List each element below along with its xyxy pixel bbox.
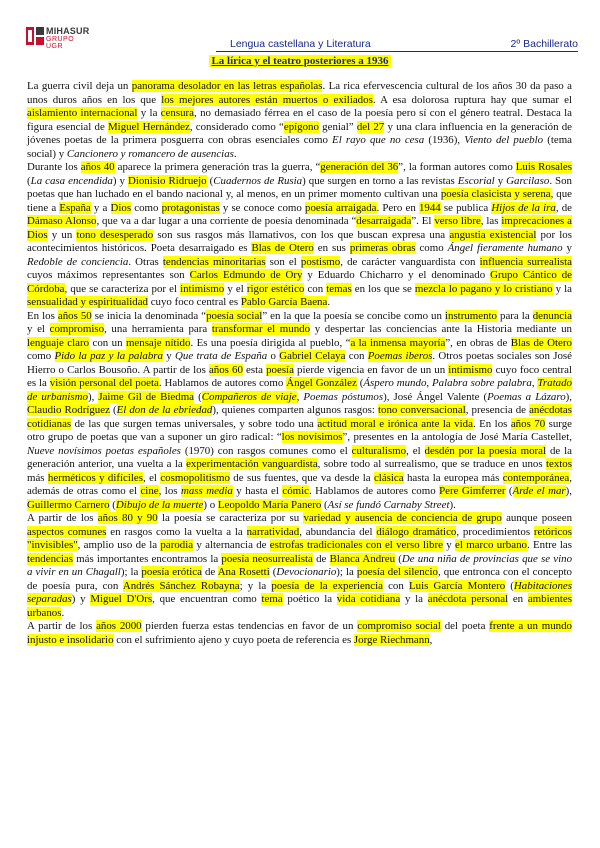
text-run: , los	[158, 485, 181, 497]
highlighted-text: tendencias	[27, 552, 73, 565]
highlighted-text: Jaime Gil de Biedma	[98, 390, 195, 403]
highlighted-text: años 80 y 90	[97, 512, 158, 524]
text-run: (	[269, 566, 277, 578]
text-run: Durante los	[27, 161, 81, 173]
text-run: ) y	[112, 174, 128, 187]
header-level: 2º Bachillerato	[510, 38, 578, 50]
text-run: (	[27, 174, 31, 187]
paragraph-3	[27, 310, 572, 513]
text-run: y	[162, 350, 176, 362]
text-run: ),	[565, 485, 573, 497]
highlighted-text: años 60	[208, 363, 243, 376]
text-run: para la	[497, 309, 533, 322]
text-run: aunque poseen	[501, 512, 573, 524]
title-container	[0, 51, 600, 69]
text-run: , que tiene a	[27, 188, 573, 214]
text-run: de las que surgen temas universales, y sobre todo una	[71, 417, 318, 430]
highlighted-text: parodia	[160, 539, 194, 551]
highlighted-text: panorama desolador en las letras españolas	[131, 80, 323, 92]
italic-title: Cuadernos de Rusia	[213, 174, 303, 187]
logo-name: MIHASUR	[46, 26, 90, 36]
text-run: A partir de los	[27, 620, 97, 632]
highlighted-text: Andrés Sánchez Robayna	[122, 579, 240, 592]
text-run: en los que se	[351, 282, 415, 295]
text-run: pierde vigencia en favor de un un	[293, 363, 449, 376]
text-run: y la	[400, 593, 428, 605]
highlighted-text: Leopoldo María Panero	[217, 498, 322, 511]
text-run: . La rica efervescencia cultural de los años 30 da paso a unos duros años en los que	[27, 80, 572, 106]
text-run: (	[206, 174, 214, 187]
text-run: (1970) con rasgos comunes como el	[180, 444, 352, 457]
text-run: ) o	[203, 498, 218, 511]
highlighted-text: rigor estético	[246, 282, 305, 295]
italic-title: El rayo que no cesa	[332, 134, 425, 146]
text-run: . Hablamos de autores como	[158, 377, 287, 389]
highlighted-text: Arde el mar	[512, 485, 566, 497]
highlighted-text: tono desesperado	[76, 228, 154, 241]
highlighted-text: poesía del silencio	[356, 566, 438, 578]
highlighted-text: Compañeros de viaje	[201, 390, 297, 403]
text-run: . Hablamos de autores como	[309, 485, 440, 497]
text-run: cuyo foco central es la	[27, 363, 572, 389]
text-run: La guerra civil deja un	[27, 80, 132, 92]
italic-title: De una niña de provincias que se vino a vivir en un Chagall	[27, 552, 573, 578]
highlighted-text: censura	[160, 107, 195, 119]
highlighted-text: tendencias minoritarias	[162, 255, 266, 268]
highlighted-text: Grupo Cántico de Córdoba	[27, 269, 572, 295]
highlighted-text: vida cotidiana	[336, 593, 401, 605]
text-run: en rasgos como la vuelta a la	[106, 525, 247, 538]
text-run: o	[267, 350, 280, 362]
text-run: ”. El	[411, 215, 435, 227]
highlighted-text: compromiso	[49, 323, 105, 335]
highlighted-text: Habitaciones separadas	[27, 579, 572, 605]
highlighted-text: protagonistas	[161, 201, 220, 214]
text-run: , que se caracteriza por el	[64, 282, 181, 295]
text-run: , que entronca con el concepto de poesía pura, con	[27, 566, 572, 592]
text-run: ),	[565, 390, 573, 403]
text-run: ); la	[120, 566, 142, 578]
highlighted-text: Dibujo de la muerte	[115, 498, 204, 511]
highlighted-text: mezcla lo pagano y lo cristiano	[414, 282, 553, 295]
highlighted-text: influencia surrealista	[479, 255, 572, 268]
text-run: ; y la	[239, 579, 272, 592]
highlighted-text: experimentación vanguardista	[186, 458, 318, 470]
text-run: , presencia de	[465, 404, 530, 416]
highlighted-text: los novísimos	[281, 431, 343, 443]
text-run: y una clara influencia en la generación de jóvenes poetas de la primera posguerra con obras esenciales como	[27, 120, 572, 146]
highlighted-text: clásica	[373, 471, 404, 484]
highlighted-text: estrofas tradicionales con el verso libre	[269, 539, 443, 551]
text-run: son sus rasgos más llamativos, con los que buscan expresa una	[153, 228, 450, 241]
highlighted-text: lenguaje claro	[27, 336, 90, 349]
text-run: genial”	[318, 120, 357, 133]
text-run: . Es una poesía dirigida al pueblo, “	[190, 336, 351, 349]
highlighted-text: cosmopolitismo	[160, 471, 230, 484]
text-run: , considerado como “	[189, 120, 284, 133]
text-run: ) y	[71, 593, 91, 605]
text-run: A partir de los	[27, 512, 98, 524]
text-run: y la	[137, 107, 161, 119]
text-run: ,	[429, 633, 433, 646]
highlighted-text: desdén por la poesía moral	[424, 444, 547, 457]
text-run: , el	[406, 444, 425, 457]
text-run: . Entre las	[526, 539, 572, 551]
text-run: de la generación anterior, una vuelta a la	[27, 444, 572, 470]
text-run: son el	[265, 255, 301, 268]
text-run: ,	[426, 377, 433, 389]
italic-title: Viento del pueblo	[464, 134, 544, 146]
text-run: , el	[142, 471, 161, 484]
highlighted-text: aislamiento internacional	[27, 107, 138, 119]
text-run: ,	[296, 390, 304, 403]
text-run: en sus	[313, 242, 350, 254]
text-run: con un	[89, 336, 126, 349]
highlighted-text: Dámaso Alonso	[27, 215, 97, 227]
text-run: surge otro grupo de poetas que van a suponer un giro radical: “	[27, 417, 573, 443]
text-run: en	[508, 593, 528, 605]
text-run: .	[327, 296, 331, 308]
text-run: ,	[531, 377, 538, 389]
highlighted-text: mensaje nítido	[125, 336, 191, 349]
highlighted-text: generación del 36	[320, 161, 399, 173]
highlighted-text: cómic	[282, 485, 309, 497]
highlighted-text: retóricos "invisibles"	[27, 525, 572, 551]
text-run: (tema social) y	[27, 134, 573, 160]
text-run: cuyo foco central es	[147, 296, 241, 308]
highlighted-text: a la inmensa mayoría	[350, 336, 446, 349]
text-run: . Otras	[128, 255, 163, 268]
highlighted-text: Miguel D'Ors	[90, 593, 153, 605]
text-run: y	[442, 539, 456, 551]
highlighted-text: compromiso social	[357, 620, 441, 632]
highlighted-text: años 2000	[96, 620, 142, 632]
italic-title: La casa encendida	[30, 174, 113, 187]
italic-title: Palabra sobre palabra	[432, 377, 532, 389]
highlighted-text: variedad y ausencia de conciencia de grupo	[303, 512, 502, 524]
highlighted-text: Jorge Riechmann	[353, 633, 430, 646]
highlighted-text: Ángel González	[286, 377, 357, 389]
highlighted-text: Luis García Montero	[408, 579, 506, 592]
highlighted-text: años 70	[510, 417, 546, 430]
highlighted-text: Pablo García Baena	[240, 296, 328, 308]
text-run: . A esa dolorosa ruptura hay que sumar el	[372, 93, 572, 106]
highlighted-text: tema	[261, 593, 283, 605]
italic-title: Cancionero y romancero de ausencias	[66, 147, 234, 160]
highlighted-text: poesía clasicista y serena	[440, 188, 551, 200]
text-run: con	[304, 282, 327, 295]
highlighted-text: desarraigada	[356, 215, 412, 227]
text-run: y a	[90, 201, 111, 214]
highlighted-text: Pere Gimferrer	[439, 485, 506, 497]
text-run: , que va a dar lugar a una corriente de poesía denominada “	[96, 215, 357, 227]
highlighted-text: Luis Rosales	[515, 161, 573, 173]
highlighted-text: ambientes urbanos	[27, 593, 572, 619]
text-run: , una herramienta para	[104, 323, 212, 335]
highlighted-text: los mejores autores están muertos o exiliados	[161, 93, 373, 106]
highlighted-text: primeras obras	[349, 242, 416, 254]
italic-title: Garcilaso	[506, 174, 550, 187]
highlighted-text: Gabriel Celaya	[279, 350, 346, 362]
highlighted-text: tono conversacional	[378, 404, 466, 416]
italic-title: Que trata de España	[175, 350, 268, 362]
text-run: cuyos máximos representantes son	[27, 269, 190, 281]
text-run: , amplio uso de la	[77, 539, 161, 551]
highlighted-text: el marco urbano	[455, 539, 527, 551]
highlighted-text: Dios	[110, 201, 132, 214]
highlighted-text: diálogo dramático	[376, 525, 457, 538]
text-run: con el sufrimiento ajeno y cuyo poeta de referencia es	[113, 633, 354, 646]
highlighted-text: intimismo	[180, 282, 225, 295]
text-run: ).	[449, 498, 456, 511]
text-run: la poesía se caracteriza por su	[157, 512, 304, 524]
text-run: , además de otras como el	[27, 471, 572, 497]
paragraph-5	[27, 620, 572, 647]
page-title: La lírica y el teatro posteriores a 1936	[211, 55, 389, 67]
text-run: (	[109, 498, 116, 511]
highlighted-text: Guillermo Carnero	[27, 498, 110, 511]
school-logo	[26, 26, 90, 50]
text-run: y hasta el	[232, 485, 283, 497]
italic-title: Devocionario	[276, 566, 337, 578]
text-run: y la	[552, 282, 572, 295]
highlighted-text: Pido la paz y la palabra	[54, 350, 163, 362]
highlighted-text: Blanca Andreu	[329, 552, 396, 565]
italic-title: Nueve novísimos poetas españoles	[27, 444, 181, 457]
highlighted-text: Dionisio Ridruejo	[127, 174, 207, 187]
text-run: . Otros poetas sociales son José Hierro o Carlos Bousoño. A partir de los	[27, 350, 572, 376]
text-run: y el	[224, 282, 247, 295]
highlighted-text: visión personal del poeta	[49, 377, 159, 389]
text-run: (	[194, 390, 202, 403]
text-run: , sobre todo al surrealismo, que se traduce en unos	[317, 458, 546, 470]
highlighted-text: actitud moral e irónica ante la vida	[317, 417, 473, 430]
text-run: (	[505, 579, 514, 592]
italic-title: Así se fundó Carnaby Street	[327, 498, 450, 511]
highlighted-text: epígono	[283, 120, 319, 133]
text-run: . Pero en	[376, 201, 419, 214]
text-run: ), José Ángel Valente (	[383, 390, 488, 403]
highlighted-text: denuncia	[532, 309, 572, 322]
text-run: ”, presentes en la antología de José María Castellet,	[342, 431, 572, 443]
text-run: , procedimientos	[456, 525, 534, 538]
highlighted-text: contemporánea	[502, 471, 570, 484]
text-run: de	[201, 566, 218, 578]
highlighted-text: poesía arraigada	[305, 201, 377, 214]
text-run: con	[345, 350, 368, 362]
text-run: y alternancia de	[193, 539, 270, 551]
text-run: como	[27, 350, 55, 362]
highlighted-text: poesía	[266, 363, 294, 376]
text-run: . En los	[472, 417, 511, 430]
italic-title: Ángel fieramente humano	[447, 242, 563, 254]
text-run: más importantes encontramos la	[72, 552, 222, 565]
text-run: (	[505, 485, 513, 497]
text-run: esta	[242, 363, 267, 376]
highlighted-text: 1944	[418, 201, 441, 214]
highlighted-text: aspectos comunes	[27, 525, 107, 538]
highlighted-text: Carlos Edmundo de Ory	[189, 269, 303, 281]
highlighted-text: Hijos de la ira	[491, 201, 556, 214]
text-run: y se conoce como	[219, 201, 306, 214]
text-run: pierden fuerza estas tendencias en favor de un	[141, 620, 358, 632]
highlighted-text: años 50	[57, 309, 92, 322]
text-run: ” en la que la poesía se concibe como un	[262, 309, 445, 322]
paragraph-2	[27, 161, 572, 310]
text-run: y	[494, 174, 507, 187]
highlighted-text: Blas de Otero	[251, 242, 314, 254]
highlighted-text: herméticos y difíciles	[47, 471, 143, 484]
highlighted-text: Blas de Otero	[510, 336, 572, 349]
highlighted-text: Ana Rosetti	[217, 566, 270, 578]
italic-title: Poemas póstumos	[303, 390, 384, 403]
highlighted-text: narratividad	[246, 525, 300, 538]
highlighted-text: poesía de la experiencia	[271, 579, 383, 592]
text-run: , de carácter vanguardista con	[340, 255, 480, 268]
body-text	[27, 80, 572, 647]
highlighted-text: El don de la ebriedad	[116, 404, 213, 416]
text-run: de	[312, 552, 330, 565]
highlighted-text: poesía erótica	[141, 566, 202, 578]
text-run: y	[562, 242, 572, 254]
highlighted-text: mass media	[180, 485, 233, 497]
text-run: (	[321, 498, 328, 511]
highlighted-text: años 40	[80, 161, 115, 173]
highlighted-text: culturalismo	[351, 444, 407, 457]
text-run: ”, la forman autores como	[398, 161, 516, 173]
highlighted-text: imprecaciones a Dios	[27, 215, 572, 241]
highlighted-text: anécdotas cotidianas	[27, 404, 572, 430]
text-run: más	[27, 471, 48, 484]
highlighted-text: cine	[140, 485, 159, 497]
highlighted-text: frente a un mundo injusto e insolidario	[27, 620, 572, 646]
highlighted-text: temas	[326, 282, 352, 295]
text-run: del poeta	[440, 620, 490, 632]
text-run: por los acontecimientos históricos. Poeta desarraigado es	[27, 228, 572, 254]
text-run: .	[61, 606, 65, 619]
italic-title: Redoble de conciencia	[27, 255, 129, 268]
text-run: , de	[555, 201, 572, 214]
text-run: hasta la europea más	[403, 471, 503, 484]
italic-title: Áspero mundo	[363, 377, 427, 389]
text-run: , abundancia del	[299, 525, 377, 538]
mihasur-logo-icon	[26, 27, 44, 45]
highlighted-text: Miguel Hernández	[108, 120, 190, 133]
text-run: (1936),	[424, 134, 465, 146]
text-run: de sus fuentes, que va desde la	[229, 471, 374, 484]
text-run: y despertar las conciencias ante la Historia mediante un	[310, 323, 572, 335]
highlighted-text: anécdota personal	[427, 593, 509, 605]
text-run: aparece la primera generación tras la guerra, “	[114, 161, 321, 173]
highlighted-text: postismo	[300, 255, 341, 268]
highlighted-text: textos	[545, 458, 572, 470]
paragraph-4	[27, 512, 572, 620]
text-run: ”, en obras de	[445, 336, 511, 349]
text-run: con	[382, 579, 409, 592]
highlighted-text: España	[59, 201, 91, 214]
text-run: ); la	[336, 566, 357, 578]
text-run: se publica	[440, 201, 492, 214]
text-run: .	[233, 147, 237, 160]
highlighted-text: verso libre	[434, 215, 481, 227]
highlighted-text: poesía neosurrealista	[221, 552, 313, 565]
text-run: se inicia la denominada “	[91, 309, 207, 322]
text-run: y el	[27, 323, 50, 335]
paragraph-1	[27, 80, 572, 161]
italic-title: Escorial	[457, 174, 495, 187]
page-header	[26, 26, 578, 52]
highlighted-text: instrumento	[444, 309, 497, 322]
highlighted-text: transformar el mundo	[211, 323, 311, 335]
text-run: (	[356, 377, 364, 389]
highlighted-text: Claudio Rodríguez	[27, 404, 110, 416]
text-run: , las	[480, 215, 502, 227]
text-run: (	[109, 404, 117, 416]
text-run: como	[131, 201, 162, 214]
text-run: En los	[27, 309, 58, 322]
highlighted-text: Tratado de urbanismo	[27, 377, 572, 403]
logo-subtitle: GRUPO UGR	[46, 36, 75, 50]
text-run: , que encuentran como	[152, 593, 262, 605]
text-run: . Son poetas que han luchado en el bando nacional y, al menos, en un primer momento cultivan una	[27, 174, 572, 200]
text-run: y un	[47, 228, 77, 241]
highlighted-text: angustia existencial	[449, 228, 537, 241]
text-run: ), quienes comparten algunos rasgos:	[212, 404, 378, 416]
text-run: ),	[87, 390, 99, 403]
highlighted-text: poesía social	[206, 309, 263, 322]
text-run: y Eduardo Chicharro y el denominado	[302, 269, 491, 281]
text-run: ) que surgen en torno a las revistas	[302, 174, 458, 187]
text-run: poético la	[282, 593, 337, 605]
highlighted-text: Poemas iberos	[367, 350, 433, 362]
italic-title: Poemas a Lázaro	[487, 390, 566, 403]
header-subject: Lengua castellana y Literatura	[230, 38, 371, 50]
text-run: , no demasiado férrea en el caso de la poesía pero sí con el género teatral. Destaca la figura esencial de	[27, 107, 572, 133]
highlighted-text: del 27	[356, 120, 385, 133]
text-run: (	[395, 552, 402, 565]
text-run: como	[415, 242, 448, 254]
highlighted-text: intimismo	[448, 363, 493, 376]
highlighted-text: sensualidad y espiritualidad	[27, 296, 148, 308]
